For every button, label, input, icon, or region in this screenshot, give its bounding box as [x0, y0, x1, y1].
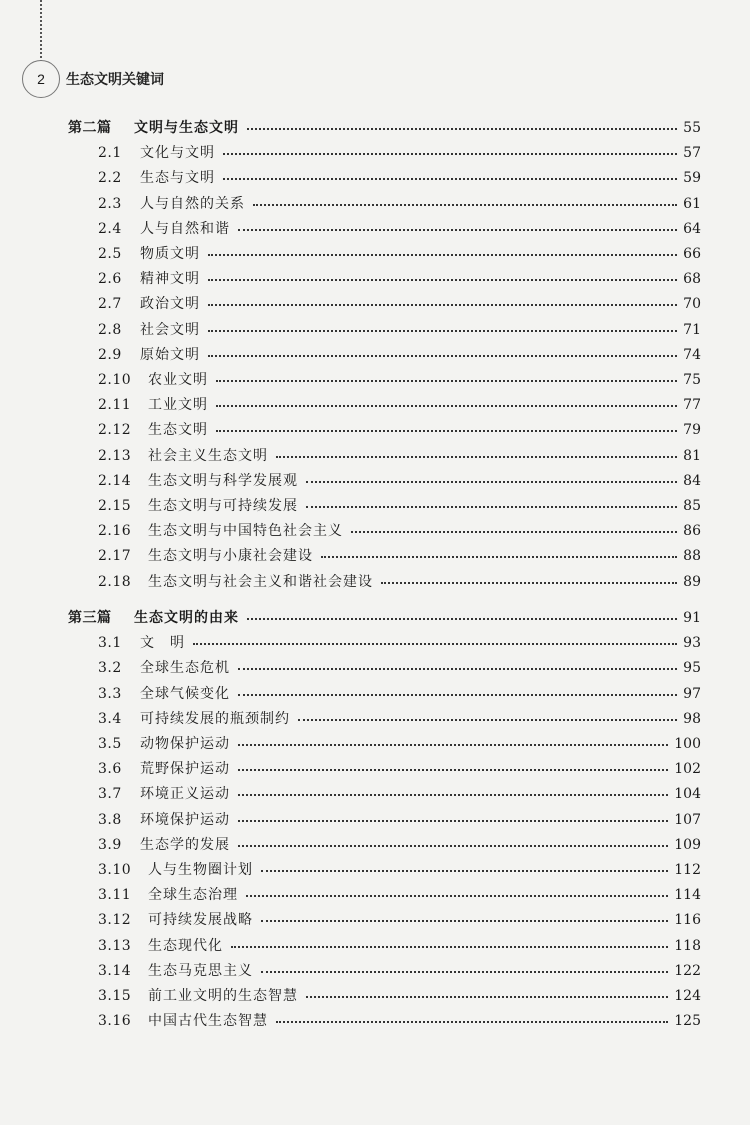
toc-entry-row[interactable] [0, 393, 750, 417]
toc-leader-dots [238, 668, 677, 670]
toc-entry-number: 3.4 [98, 710, 122, 727]
toc-entry-title: 荒野保护运动 [140, 761, 230, 778]
toc-entry-number: 3.11 [98, 887, 132, 904]
toc-entry-number: 2.18 [98, 573, 132, 590]
toc-leader-dots [261, 870, 668, 872]
toc-entry-page: 95 [683, 660, 701, 677]
toc-leader-dots [321, 556, 677, 558]
toc-entry-row[interactable] [0, 242, 750, 266]
toc-entry-title: 生态文明与社会主义和谐社会建设 [148, 573, 373, 590]
toc-entry-number: 3.10 [98, 862, 132, 878]
toc-entry-title: 生态学的发展 [140, 836, 230, 853]
toc-entry-number: 3.8 [98, 811, 122, 828]
toc-entry-row[interactable] [0, 318, 750, 342]
toc-entry-number: 2.16 [98, 523, 132, 540]
toc-entry-title: 环境保护运动 [140, 811, 230, 828]
toc-leader-dots [208, 279, 677, 281]
toc-entry-number: 2.4 [98, 220, 122, 237]
toc-entry-page: 84 [683, 472, 701, 489]
toc-entry-row[interactable] [0, 166, 750, 190]
toc-entry-title: 工业文明 [148, 397, 208, 414]
toc-leader-dots [261, 920, 668, 922]
toc-entry-title: 社会文明 [140, 321, 200, 338]
toc-leader-dots [238, 794, 668, 796]
toc-entry-title: 物质文明 [140, 246, 200, 262]
toc-entry-row[interactable] [0, 544, 750, 568]
toc-entry-page: 114 [674, 887, 701, 904]
toc-part-page: 55 [683, 120, 701, 136]
toc-entry-row[interactable] [0, 732, 750, 756]
toc-entry-title: 生态与文明 [140, 170, 215, 187]
toc-entry-row[interactable] [0, 217, 750, 241]
toc-leader-dots [306, 996, 668, 998]
toc-leader-dots [261, 971, 668, 973]
toc-entry-page: 107 [674, 811, 701, 828]
toc-part-page: 91 [683, 610, 701, 626]
toc-entry-title: 生态文明 [148, 422, 208, 439]
toc-part-label: 第二篇 [68, 120, 112, 136]
toc-leader-dots [208, 330, 677, 332]
toc-leader-dots [208, 304, 677, 306]
toc-entry-row[interactable] [0, 570, 750, 594]
toc-entry-number: 2.5 [98, 246, 122, 262]
toc-entry-title: 生态文明与科学发展观 [148, 472, 298, 489]
toc-leader-dots [223, 153, 677, 155]
toc-entry-number: 3.12 [98, 912, 132, 929]
toc-entry-title: 农业文明 [148, 372, 208, 388]
toc-entry-row[interactable] [0, 808, 750, 832]
toc-entry-title: 动物保护运动 [140, 736, 230, 752]
toc-entry-number: 2.3 [98, 195, 122, 212]
toc-leader-dots [238, 744, 668, 746]
toc-entry-number: 3.7 [98, 786, 122, 803]
toc-part-label: 第三篇 [68, 610, 112, 626]
toc-entry-row[interactable] [0, 192, 750, 216]
toc-entry-page: 70 [683, 296, 701, 313]
toc-entry-page: 100 [674, 736, 701, 752]
toc-leader-dots [216, 430, 677, 432]
toc-leader-dots [247, 618, 677, 620]
toc-entry-page: 68 [683, 271, 701, 288]
toc-leader-dots [216, 380, 677, 382]
toc-entry-title: 生态文明与可持续发展 [148, 498, 298, 514]
margin-dotted-line [40, 0, 42, 62]
toc-entry-page: 71 [683, 321, 701, 338]
toc-entry-row[interactable] [0, 908, 750, 932]
toc-leader-dots [381, 582, 677, 584]
toc-entry-title: 生态文明与中国特色社会主义 [148, 523, 343, 540]
toc-entry-number: 3.9 [98, 836, 122, 853]
toc-leader-dots [238, 229, 677, 231]
toc-entry-title: 全球气候变化 [140, 685, 230, 702]
toc-entry-number: 2.6 [98, 271, 122, 288]
toc-entry-row[interactable] [0, 934, 750, 958]
toc-entry-title: 人与自然的关系 [140, 195, 245, 212]
toc-entry-number: 3.6 [98, 761, 122, 778]
toc-entry-title: 前工业文明的生态智慧 [148, 988, 298, 1004]
toc-leader-dots [351, 531, 677, 533]
toc-entry-page: 66 [683, 246, 701, 262]
toc-entry-page: 59 [683, 170, 701, 187]
toc-part-title: 生态文明的由来 [134, 610, 239, 626]
toc-leader-dots [306, 506, 677, 508]
toc-leader-dots [238, 845, 668, 847]
toc-entry-row[interactable] [0, 707, 750, 731]
toc-entry-row[interactable] [0, 631, 750, 655]
toc-entry-page: 109 [674, 836, 701, 853]
toc-entry-row[interactable] [0, 368, 750, 392]
toc-entry-number: 2.13 [98, 447, 132, 464]
toc-entry-title: 全球生态治理 [148, 887, 238, 904]
toc-entry-row[interactable] [0, 343, 750, 367]
toc-entry-row[interactable] [0, 682, 750, 706]
toc-entry-number: 2.17 [98, 548, 132, 565]
toc-entry-title: 可持续发展战略 [148, 912, 253, 929]
toc-entry-page: 98 [683, 710, 701, 727]
toc-entry-page: 81 [683, 447, 701, 464]
toc-entry-number: 2.11 [98, 397, 132, 414]
toc-part-row[interactable] [0, 116, 750, 140]
toc-entry-page: 61 [683, 195, 701, 212]
toc-entry-number: 2.8 [98, 321, 122, 338]
toc-entry-number: 2.1 [98, 145, 122, 162]
toc-entry-page: 79 [683, 422, 701, 439]
toc-entry-page: 104 [674, 786, 701, 803]
toc-entry-page: 122 [674, 962, 701, 979]
toc-entry-page: 93 [683, 635, 701, 652]
toc-entry-number: 3.1 [98, 635, 122, 652]
toc-entry-number: 2.2 [98, 170, 122, 187]
running-header-title: 生态文明关键词 [66, 72, 164, 88]
toc-leader-dots [231, 946, 668, 948]
toc-entry-title: 生态马克思主义 [148, 962, 253, 979]
toc-entry-title: 社会主义生态文明 [148, 447, 268, 464]
toc-entry-page: 116 [674, 912, 701, 929]
toc-leader-dots [246, 895, 668, 897]
toc-entry-number: 2.9 [98, 346, 122, 363]
toc-entry-title: 人与生物圈计划 [148, 862, 253, 878]
toc-entry-page: 102 [674, 761, 701, 778]
toc-entry-page: 88 [683, 548, 701, 565]
toc-leader-dots [253, 204, 677, 206]
toc-entry-row[interactable] [0, 757, 750, 781]
toc-entry-row[interactable] [0, 656, 750, 680]
toc-entry-number: 3.16 [98, 1013, 132, 1030]
toc-entry-page: 64 [683, 220, 701, 237]
toc-entry-row[interactable] [0, 469, 750, 493]
toc-entry-row[interactable] [0, 292, 750, 316]
toc-entry-number: 2.7 [98, 296, 122, 313]
toc-entry-page: 77 [683, 397, 701, 414]
toc-leader-dots [208, 254, 677, 256]
toc-entry-row[interactable] [0, 883, 750, 907]
toc-part-title: 文明与生态文明 [134, 120, 239, 136]
toc-entry-page: 89 [683, 573, 701, 590]
toc-entry-page: 118 [674, 937, 701, 954]
toc-entry-number: 3.5 [98, 736, 122, 752]
toc-entry-title: 精神文明 [140, 271, 200, 288]
toc-leader-dots [216, 405, 677, 407]
toc-entry-number: 3.13 [98, 937, 132, 954]
toc-entry-page: 112 [674, 862, 701, 878]
toc-entry-page: 57 [683, 145, 701, 162]
toc-entry-title: 文 明 [140, 635, 185, 652]
toc-leader-dots [276, 456, 677, 458]
toc-entry-page: 125 [674, 1013, 701, 1030]
toc-entry-page: 74 [683, 346, 701, 363]
toc-entry-number: 3.2 [98, 660, 122, 677]
toc-leader-dots [238, 769, 668, 771]
toc-entry-number: 3.15 [98, 988, 132, 1004]
toc-entry-number: 3.3 [98, 685, 122, 702]
toc-entry-page: 86 [683, 523, 701, 540]
toc-entry-row[interactable] [0, 494, 750, 518]
toc-leader-dots [208, 355, 677, 357]
toc-entry-row[interactable] [0, 418, 750, 442]
toc-entry-title: 生态文明与小康社会建设 [148, 548, 313, 565]
toc-entry-row[interactable] [0, 984, 750, 1008]
toc-entry-row[interactable] [0, 519, 750, 543]
toc-leader-dots [193, 643, 677, 645]
toc-entry-row[interactable] [0, 1009, 750, 1033]
toc-entry-title: 全球生态危机 [140, 660, 230, 677]
toc-leader-dots [306, 481, 677, 483]
toc-entry-number: 2.15 [98, 498, 132, 514]
toc-entry-number: 2.12 [98, 422, 132, 439]
toc-leader-dots [238, 820, 668, 822]
page-number: 2 [22, 60, 60, 98]
toc-entry-title: 人与自然和谐 [140, 220, 230, 237]
toc-entry-title: 可持续发展的瓶颈制约 [140, 710, 290, 727]
toc-entry-title: 中国古代生态智慧 [148, 1013, 268, 1030]
toc-entry-title: 原始文明 [140, 346, 200, 363]
toc-leader-dots [298, 719, 677, 721]
toc-entry-row[interactable] [0, 782, 750, 806]
toc-entry-row[interactable] [0, 959, 750, 983]
toc-entry-number: 2.10 [98, 372, 132, 388]
toc-entry-page: 75 [683, 372, 701, 388]
toc-entry-row[interactable] [0, 267, 750, 291]
toc-entry-title: 生态现代化 [148, 937, 223, 954]
toc-entry-row[interactable] [0, 858, 750, 882]
toc-entry-row[interactable] [0, 833, 750, 857]
toc-leader-dots [223, 178, 677, 180]
toc-entry-row[interactable] [0, 141, 750, 165]
toc-entry-number: 3.14 [98, 962, 132, 979]
toc-entry-number: 2.14 [98, 472, 132, 489]
toc-entry-page: 85 [683, 498, 701, 514]
toc-part-row[interactable] [0, 606, 750, 630]
toc-entry-title: 政治文明 [140, 296, 200, 313]
toc-entry-title: 环境正义运动 [140, 786, 230, 803]
toc-entry-page: 124 [674, 988, 701, 1004]
toc-leader-dots [276, 1021, 668, 1023]
toc-leader-dots [238, 694, 677, 696]
toc-entry-row[interactable] [0, 444, 750, 468]
toc-entry-page: 97 [683, 685, 701, 702]
toc-entry-title: 文化与文明 [140, 145, 215, 162]
toc-leader-dots [247, 128, 677, 130]
